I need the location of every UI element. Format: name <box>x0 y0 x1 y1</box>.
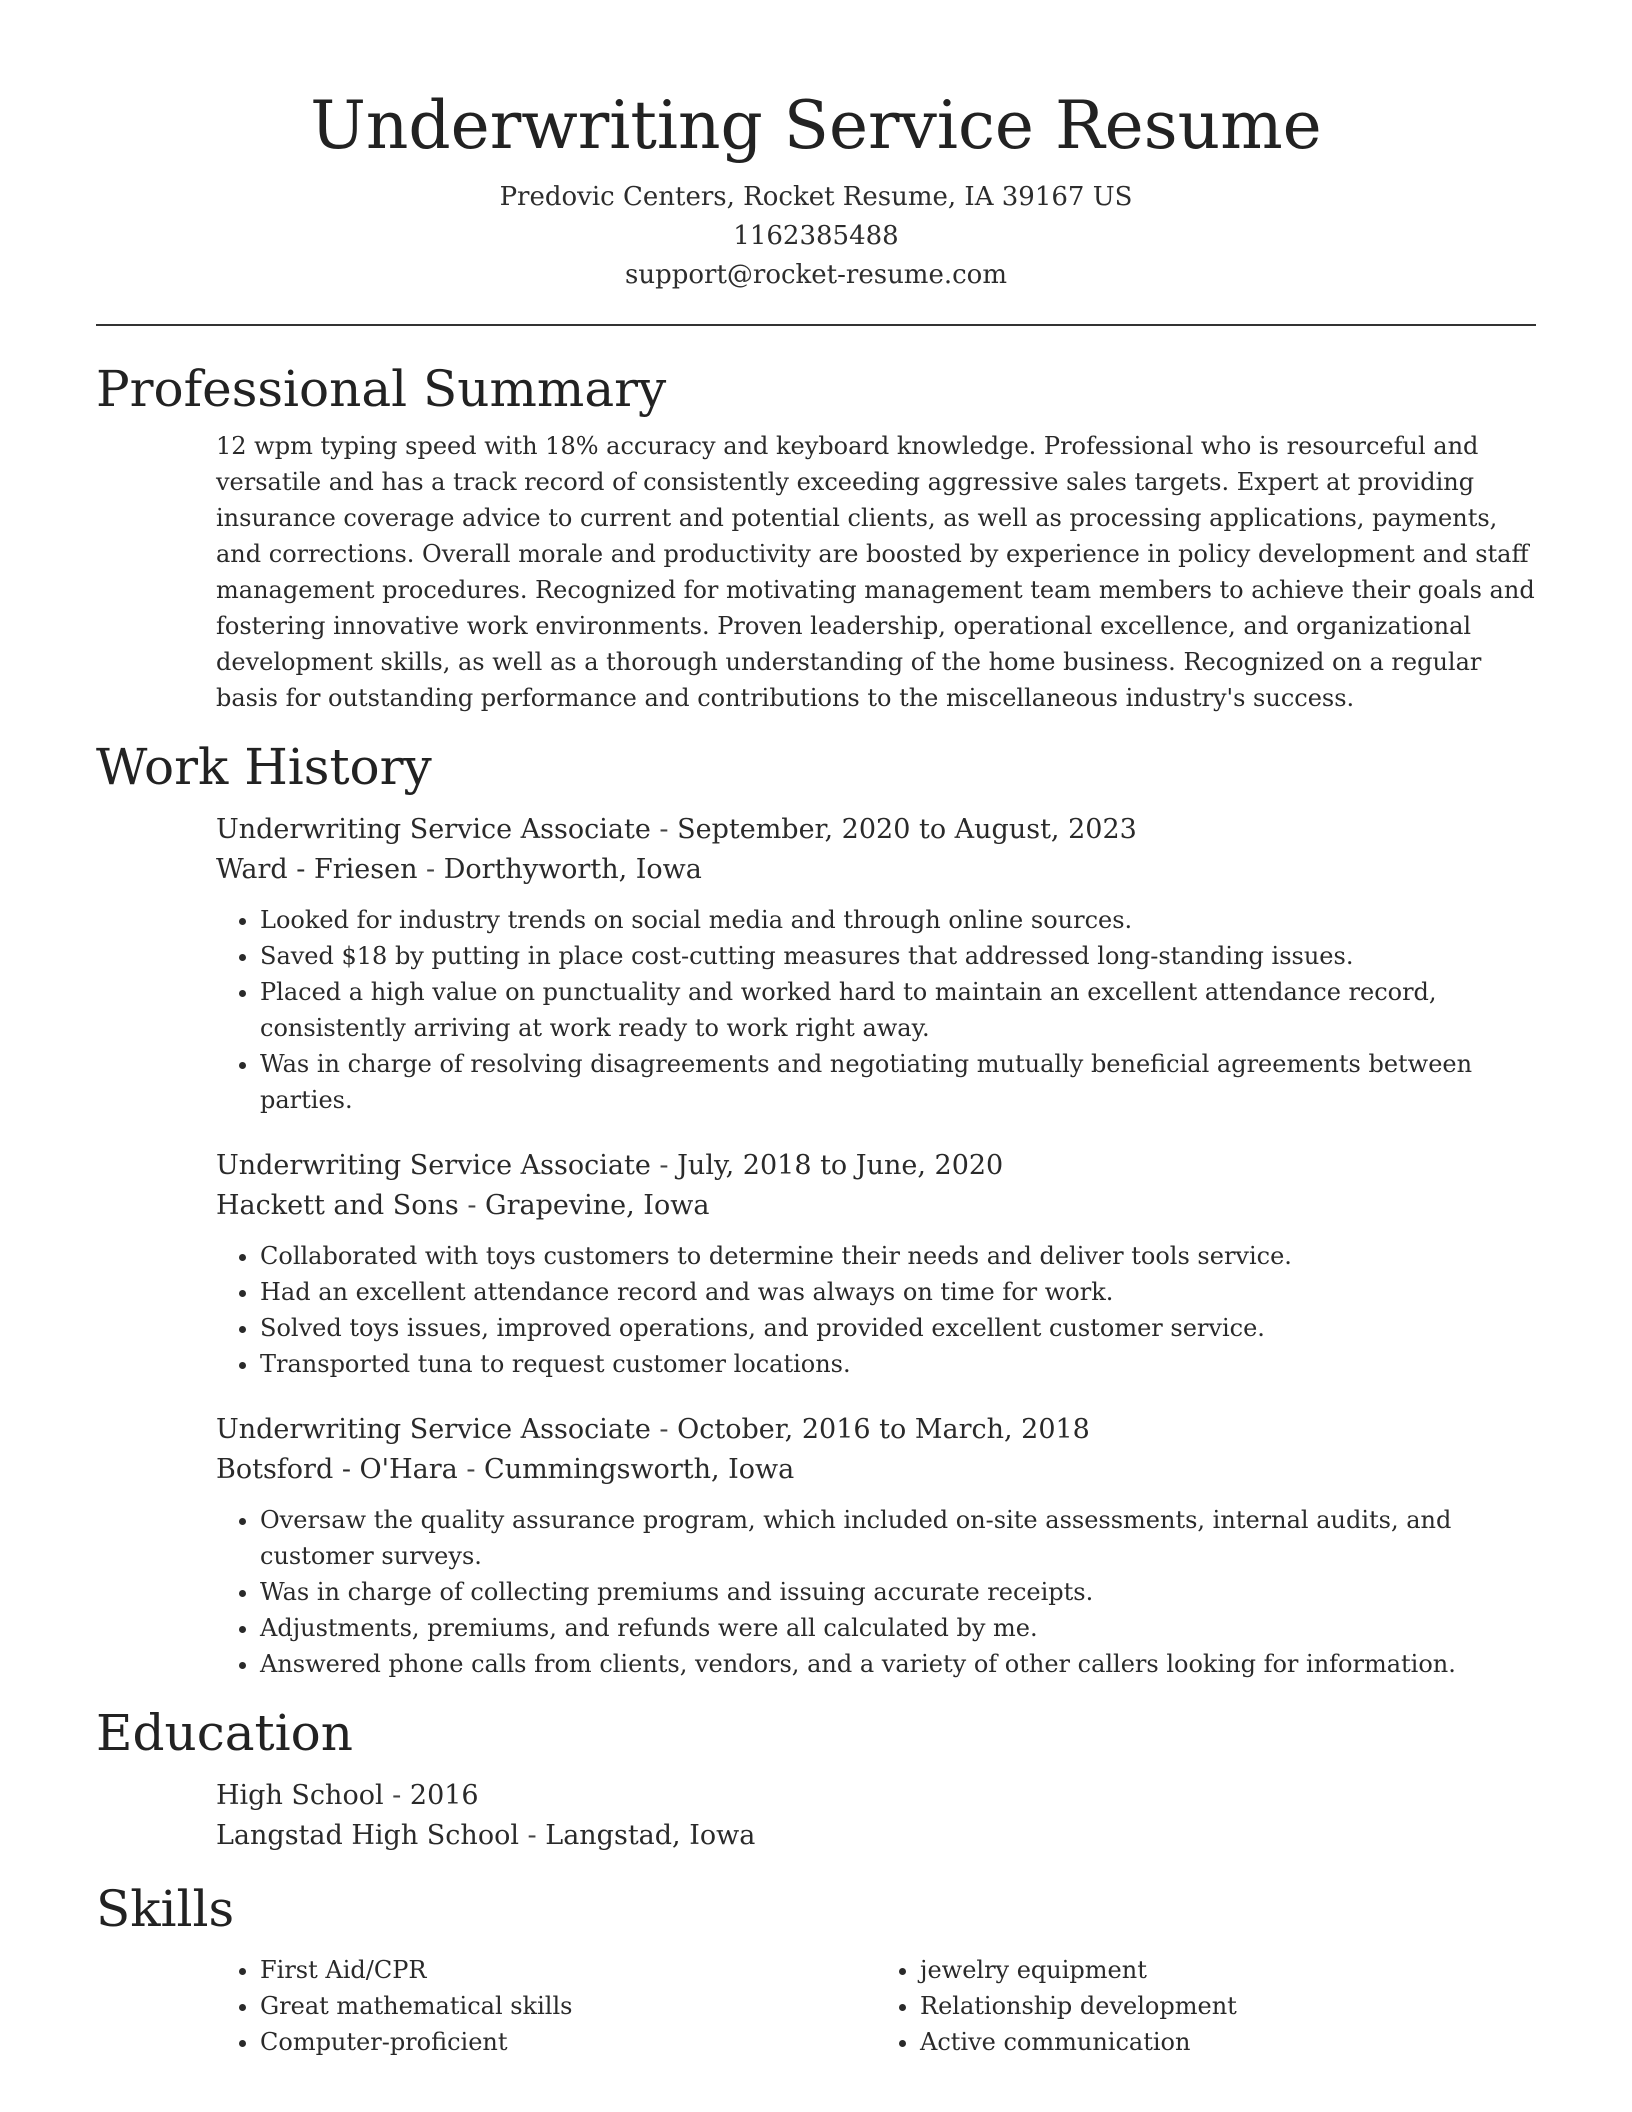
job-entry <box>216 1146 1536 1382</box>
skills-heading: Skills <box>96 1880 235 1938</box>
job-bullet: • Was in charge of collecting premiums and issuing accurate receipts. <box>260 1574 1536 1610</box>
skill-item: • Relationship development <box>920 1988 1536 2024</box>
summary-section <box>96 358 1536 716</box>
work-history-heading: Work History <box>96 738 432 796</box>
job-entry <box>216 1410 1536 1682</box>
education-degree-line <box>216 1776 1536 1816</box>
job-bullet: • Answered phone calls from clients, vendors, and a variety of other callers looking for information. <box>260 1646 1536 1682</box>
skills-column-right <box>876 1952 1536 2060</box>
contact-phone: 1162385488 <box>733 221 899 251</box>
job-company: Ward - Friesen <box>216 854 418 885</box>
job-bullet: • Collaborated with toys customers to determine their needs and deliver tools service. <box>260 1238 1536 1274</box>
job-separator: - <box>457 1454 485 1485</box>
job-separator: - <box>650 814 678 845</box>
job-bullets <box>216 1502 1536 1682</box>
job-bullets <box>216 1238 1536 1382</box>
job-bullet: • Saved $18 by putting in place cost-cutting measures that addressed long-standing issues. <box>260 938 1536 974</box>
education-year: 2016 <box>409 1780 479 1811</box>
education-separator: - <box>383 1780 410 1811</box>
job-bullet: • Solved toys issues, improved operations, and provided excellent customer service. <box>260 1310 1536 1346</box>
job-company-line <box>216 850 1536 890</box>
job-separator: - <box>458 1190 486 1221</box>
skills-column-left <box>216 1952 876 2060</box>
job-separator: - <box>650 1414 678 1445</box>
skills-section <box>96 1878 1536 2060</box>
job-title-line <box>216 1410 1536 1450</box>
job-title: Underwriting Service Associate <box>216 1150 651 1181</box>
job-entry <box>216 810 1536 1118</box>
education-school-line <box>216 1816 1536 1856</box>
education-section <box>96 1702 1536 1856</box>
job-bullet: • Looked for industry trends on social media and through online sources. <box>260 902 1536 938</box>
job-company: Botsford - O'Hara <box>216 1454 458 1485</box>
job-title: Underwriting Service Associate <box>216 814 651 845</box>
job-bullet: • Transported tuna to request customer locations. <box>260 1346 1536 1382</box>
contact-info <box>96 178 1536 295</box>
job-location: Cummingsworth, Iowa <box>484 1454 795 1485</box>
summary-text: 12 wpm typing speed with 18% accuracy and keyboard knowledge. Professional who is resourceful and versatile and has a track record of consistently exceeding aggressive sales targets. Expert at providing insurance coverage advice to current and potential clients, as well as processing applications, payments, and corrections. Overall morale and productivity are boosted by experience in policy development and staff management procedures. Recognized for motivating management team members to achieve their goals and fostering innovative work environments. Proven leadership, operational excellence, and organizational development skills, as well as a thorough understanding of the home business. Recognized on a regular basis for outstanding performance and contributions to the miscellaneous industry's success. <box>216 432 1535 712</box>
job-bullets <box>216 902 1536 1118</box>
resume-header <box>96 0 1536 295</box>
job-separator: - <box>650 1150 678 1181</box>
education-heading: Education <box>96 1704 353 1762</box>
skill-item: • Active communication <box>920 2024 1536 2060</box>
job-location: Grapevine, Iowa <box>485 1190 710 1221</box>
job-title-line <box>216 810 1536 850</box>
job-title: Underwriting Service Associate <box>216 1414 651 1445</box>
summary-heading: Professional Summary <box>96 360 667 418</box>
job-dates: July, 2018 to June, 2020 <box>677 1150 1004 1181</box>
job-bullet: • Adjustments, premiums, and refunds were all calculated by me. <box>260 1610 1536 1646</box>
work-history-list <box>216 810 1536 1682</box>
job-company-line <box>216 1450 1536 1490</box>
job-bullet: • Oversaw the quality assurance program, which included on-site assessments, internal audits, and customer surveys. <box>260 1502 1536 1574</box>
skill-item: • First Aid/CPR <box>260 1952 876 1988</box>
skill-item: • Computer-proficient <box>260 2024 876 2060</box>
header-divider <box>96 324 1536 326</box>
job-bullet: • Placed a high value on punctuality and worked hard to maintain an excellent attendance record, consistently arriving at work ready to work right away. <box>260 974 1536 1046</box>
skill-item: • jewelry equipment <box>920 1952 1536 1988</box>
education-degree: High School <box>216 1780 384 1811</box>
skill-item: • Great mathematical skills <box>260 1988 876 2024</box>
job-dates: September, 2020 to August, 2023 <box>677 814 1137 845</box>
job-location: Dorthyworth, Iowa <box>443 854 702 885</box>
education-entry <box>216 1776 1536 1856</box>
resume-page <box>96 0 1536 2060</box>
job-bullet: • Was in charge of resolving disagreements and negotiating mutually beneficial agreements between parties. <box>260 1046 1536 1118</box>
contact-address: Predovic Centers, Rocket Resume, IA 39167 US <box>499 182 1133 212</box>
work-history-section <box>96 736 1536 1682</box>
job-separator: - <box>417 854 444 885</box>
job-bullet: • Had an excellent attendance record and was always on time for work. <box>260 1274 1536 1310</box>
job-dates: October, 2016 to March, 2018 <box>677 1414 1090 1445</box>
job-company: Hackett and Sons <box>216 1190 459 1221</box>
contact-email: support@rocket-resume.com <box>624 260 1007 290</box>
education-location: Langstad, Iowa <box>545 1820 756 1851</box>
skills-grid <box>216 1952 1536 2060</box>
education-school: Langstad High School <box>216 1820 519 1851</box>
resume-title: Underwriting Service Resume <box>310 87 1322 164</box>
job-company-line <box>216 1186 1536 1226</box>
education-separator: - <box>518 1820 546 1851</box>
job-title-line <box>216 1146 1536 1186</box>
